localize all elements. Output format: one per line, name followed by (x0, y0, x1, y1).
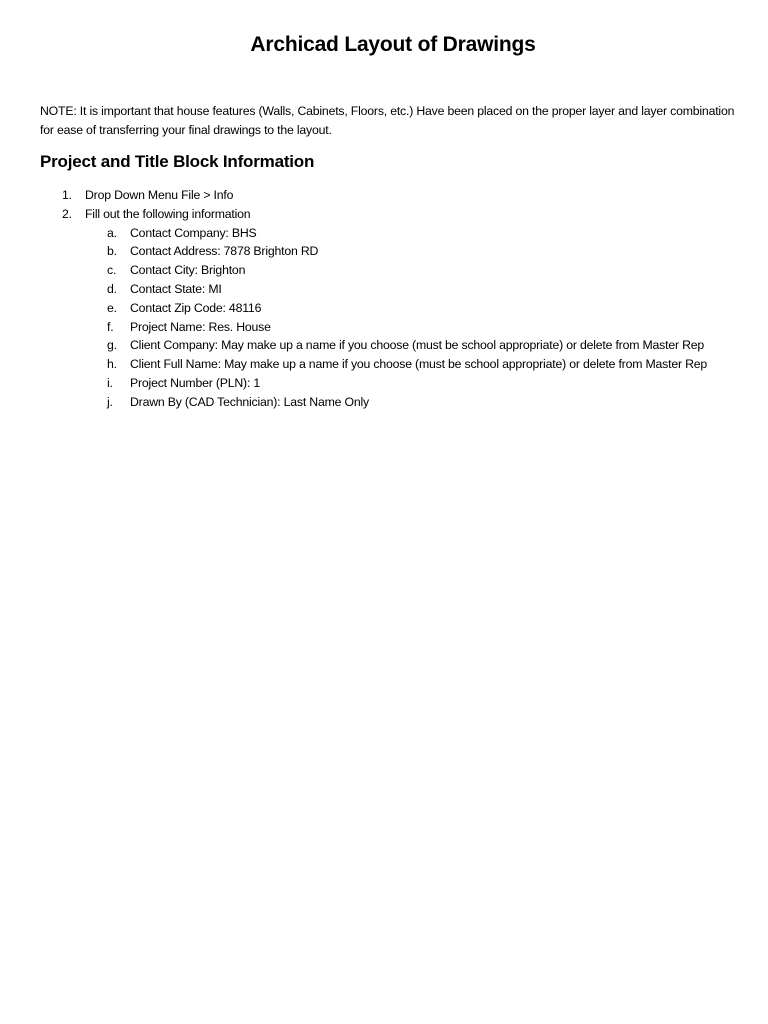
sub-item-marker: d. (107, 281, 117, 296)
sub-item-text: Contact City: Brighton (130, 263, 246, 278)
list-item (40, 336, 752, 355)
list-item (40, 205, 752, 412)
sub-item-marker: c. (107, 263, 117, 278)
section-heading: Project and Title Block Information (40, 152, 315, 171)
step-text: Drop Down Menu File > Info (85, 188, 234, 202)
sub-item-marker: g. (107, 338, 117, 353)
note-paragraph: NOTE: It is important that house features (Walls, Cabinets, Floors, etc.) Have been placed on the proper layer and layer combination for ease of transferring your final drawings to the layout. (40, 104, 735, 137)
list-item (40, 280, 752, 299)
sub-steps-list (40, 224, 752, 412)
sub-item-text: Client Full Name: May make up a name if you choose (must be school appropriate) or delete from Master Rep (130, 357, 708, 372)
step-number: 2. (62, 206, 72, 221)
sub-item-marker: f. (107, 319, 114, 334)
sub-item-text: Project Name: Res. House (130, 319, 271, 334)
sub-item-marker: j. (107, 394, 113, 409)
sub-item-text: Contact Zip Code: 48116 (130, 300, 262, 315)
sub-item-marker: b. (107, 244, 117, 259)
list-item (40, 318, 752, 337)
sub-item-marker: h. (107, 357, 117, 372)
sub-item-text: Project Number (PLN): 1 (130, 375, 261, 390)
list-item (40, 242, 752, 261)
list-item (40, 186, 752, 205)
sub-item-marker: i. (107, 375, 113, 390)
sub-item-marker: e. (107, 300, 117, 315)
list-item (40, 393, 752, 412)
sub-item-text: Drawn By (CAD Technician): Last Name Only (130, 394, 369, 409)
sub-item-text: Contact Address: 7878 Brighton RD (130, 244, 319, 259)
list-item (40, 261, 752, 280)
step-number: 1. (62, 188, 72, 202)
list-item (40, 374, 752, 393)
sub-item-text: Contact Company: BHS (130, 225, 257, 240)
steps-list (40, 186, 752, 412)
sub-item-marker: a. (107, 225, 117, 240)
document-title: Archicad Layout of Drawings (250, 33, 536, 56)
step-text: Fill out the following information (85, 206, 251, 221)
sub-item-text: Client Company: May make up a name if you choose (must be school appropriate) or delete from Master Rep (130, 338, 705, 353)
list-item (40, 224, 752, 243)
sub-item-text: Contact State: MI (130, 281, 222, 296)
list-item (40, 355, 752, 374)
list-item (40, 299, 752, 318)
